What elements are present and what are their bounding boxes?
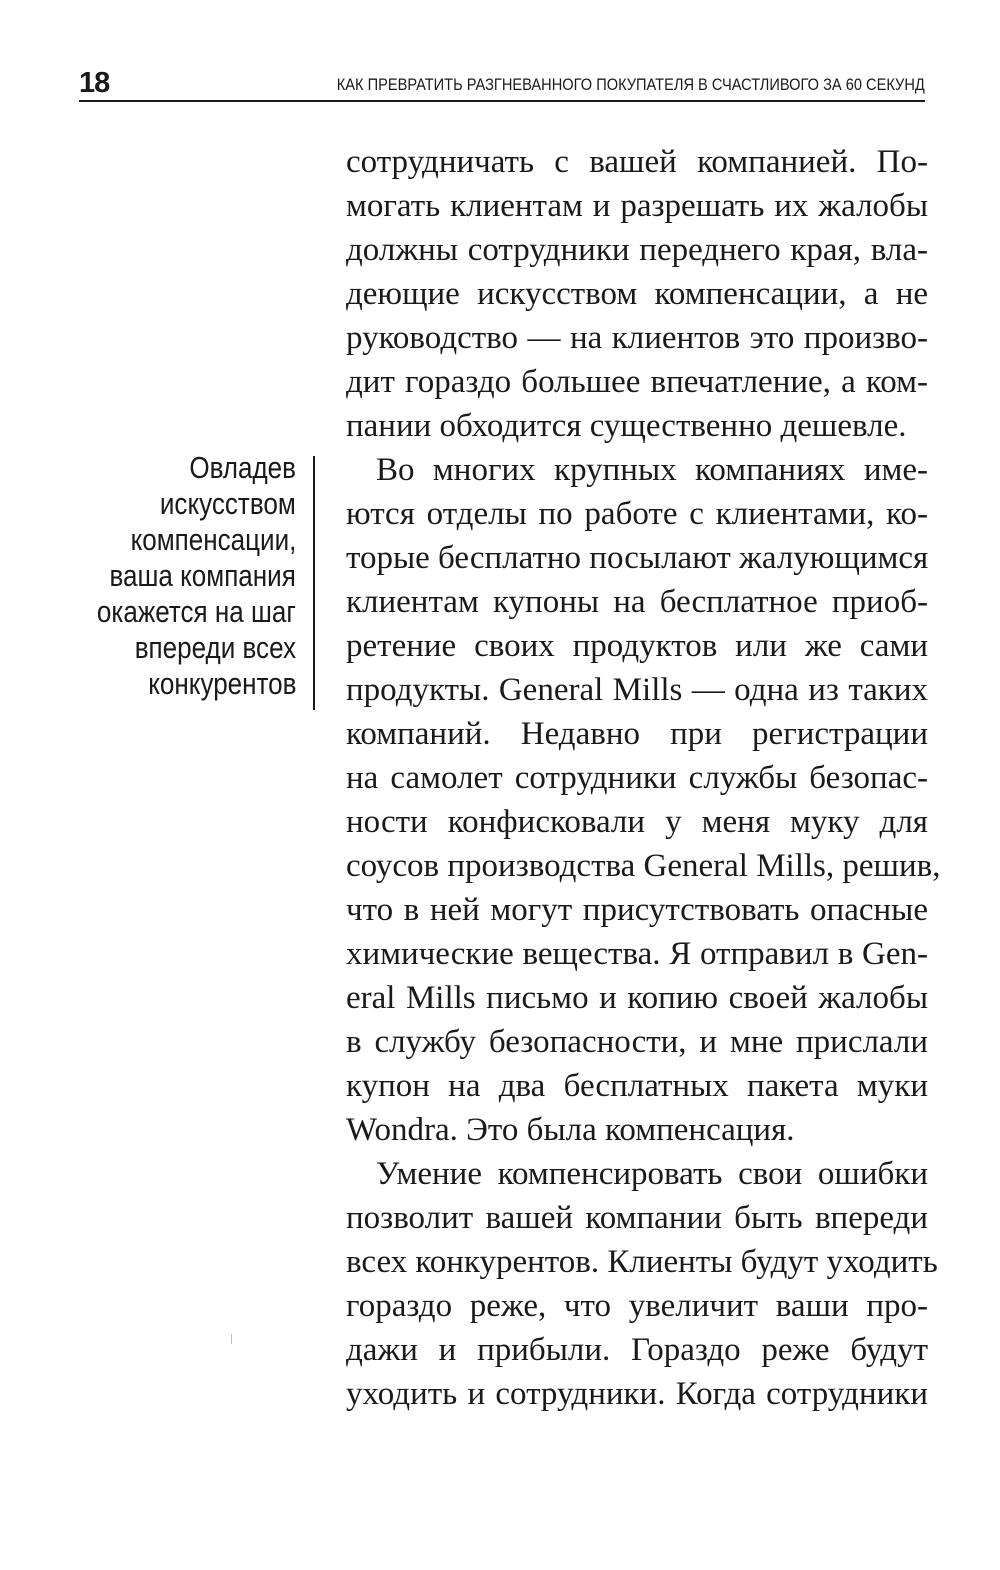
page-number: 18 (79, 67, 110, 99)
text-line: Умение компенсировать свои ошибки (376, 1156, 928, 1192)
text-line: Во многих крупных компаниях име- (376, 452, 928, 488)
text-line: дит гораздо большее впечатление, а ком- (346, 364, 928, 400)
text-line: пании обходится существенно дешевле. (346, 408, 907, 444)
text-line: деющие искусством компенсации, а не (346, 276, 928, 312)
margin-quote (40, 450, 314, 710)
text-line: на самолет сотрудники службы безопас- (346, 760, 928, 796)
margin-quote-line: конкурентов (147, 666, 296, 701)
text-line: позволит вашей компании быть впереди (346, 1200, 928, 1236)
text-line: продукты. General Mills — одна из таких (346, 672, 928, 708)
margin-quote-line: искусством (160, 486, 296, 521)
text-line: гораздо реже, что увеличит ваши про- (346, 1288, 928, 1324)
text-line: дажи и прибыли. Гораздо реже будут (346, 1332, 928, 1368)
text-line: сотрудничать с вашей компанией. По- (346, 144, 928, 180)
text-line: Wondra. Это была компенсация. (346, 1112, 795, 1148)
margin-quote-line: компенсации, (130, 522, 296, 557)
margin-quote-rule (313, 456, 315, 710)
scan-speck (231, 1334, 232, 1344)
text-line: уходить и сотрудники. Когда сотрудники (346, 1376, 928, 1412)
text-line: соусов производства General Mills, решив, (346, 848, 941, 884)
margin-quote-line: ваша компания (109, 558, 296, 593)
margin-quote-line: впереди всех (134, 630, 296, 665)
text-line: клиентам купоны на бесплатное приоб- (346, 584, 928, 620)
text-line: ются отделы по работе с клиентами, ко- (346, 496, 928, 532)
page-header (79, 66, 925, 100)
text-line: купон на два бесплатных пакета муки (346, 1068, 928, 1104)
running-title: КАК ПРЕВРАТИТЬ РАЗГНЕВАННОГО ПОКУПАТЕЛЯ В СЧАСТЛИВОГО ЗА 60 СЕКУНД (336, 75, 925, 94)
text-line: eral Mills письмо и копию своей жалобы (346, 980, 928, 1016)
text-line: руководство — на клиентов это произво- (346, 320, 928, 356)
text-line: должны сотрудники переднего края, вла- (346, 232, 928, 268)
text-line: ности конфисковали у меня муку для (346, 804, 928, 840)
text-line: торые бесплатно посылают жалующимся (346, 540, 929, 576)
text-line: ретение своих продуктов или же сами (346, 628, 928, 664)
text-line: в службу безопасности, и мне прислали (346, 1024, 928, 1060)
header-rule (79, 100, 925, 102)
text-line: компаний. Недавно при регистрации (346, 716, 928, 752)
margin-quote-line: окажется на шаг (97, 594, 296, 629)
text-line: могать клиентам и разрешать их жалобы (346, 188, 928, 224)
margin-quote-line: Овладев (189, 450, 296, 485)
text-line: всех конкурентов. Клиенты будут уходить (346, 1244, 938, 1280)
text-line: химические вещества. Я отправил в Gen- (346, 936, 928, 972)
text-line: что в ней могут присутствовать опасные (346, 892, 928, 928)
